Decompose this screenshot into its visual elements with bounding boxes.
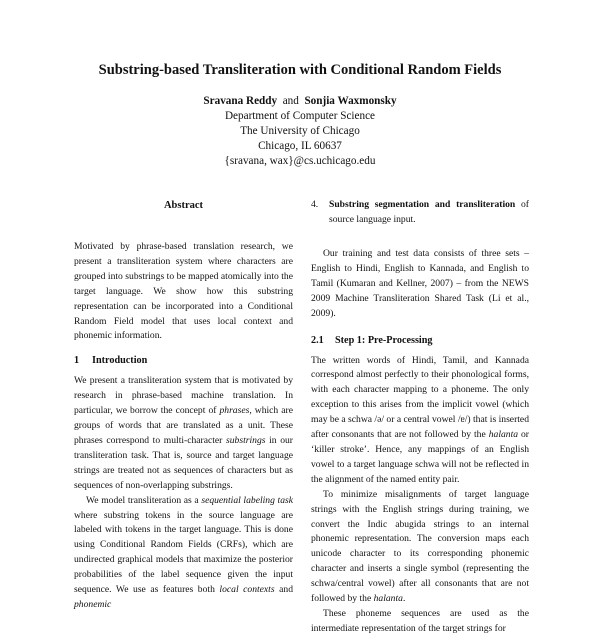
list-item-text: Substring segmentation and transliteration of source language input. bbox=[329, 199, 529, 225]
section-number: 1 bbox=[74, 355, 80, 367]
section-title: Introduction bbox=[92, 355, 148, 367]
emphasis-sequential-labeling: sequential labeling task bbox=[201, 494, 293, 506]
author-email: {sravana, wax}@cs.uchicago.edu bbox=[224, 155, 376, 167]
emphasis-phonemic: phonemic bbox=[74, 598, 112, 610]
author-department: Department of Computer Science bbox=[224, 110, 376, 122]
misalignment-paragraph: To minimize misalignments of target language strings with the English strings during training, we convert the Indic abugida strings to an internal phonemic representation. The conversion maps each unicode character to its corresponding phonemic character and inserts a single symbol (representing the schwa/central vowel) after all consonants that are not followed by the halanta. bbox=[311, 488, 529, 605]
emphasis-phrases: phrases bbox=[219, 405, 250, 417]
emphasis-halanta: halanta bbox=[488, 429, 519, 441]
data-paragraph: Our training and test data consists of three sets – English to Hindi, English to Kannada, and English to Tamil (Kumaran and Kellner, 2007) – from the NEWS 2009 Machine Transliteration Shared Task (Li et al., 2009). bbox=[311, 248, 529, 319]
author-university: The University of Chicago bbox=[240, 125, 360, 137]
emphasis-local-contexts: local contexts bbox=[219, 584, 275, 596]
author-2: Sonjia Waxmonsky bbox=[304, 95, 397, 107]
intro-paragraph-2: We model transliteration as a sequential labeling task where substring tokens in the source language are labeled with tokens in the target language. This is done using Conditional Random Fields (CRFs), which are undirected graphical models that maximize the posterior probabilities of the label sequence given the input sequence. We use as features both local contexts and phonemic bbox=[74, 494, 293, 610]
phoneme-paragraph: These phoneme sequences are used as the intermediate representation of the target strings for bbox=[311, 607, 529, 634]
left-column bbox=[74, 198, 293, 613]
right-column bbox=[311, 198, 529, 637]
emphasis-halanta-2: halanta bbox=[373, 593, 403, 605]
author-location: Chicago, IL 60637 bbox=[258, 140, 342, 152]
author-1: Sravana Reddy bbox=[203, 95, 278, 107]
author-names bbox=[0, 94, 600, 109]
list-item-number: 4. bbox=[311, 199, 319, 210]
preprocessing-paragraph: The written words of Hindi, Tamil, and Kannada correspond almost perfectly to their phonological forms, with each character mapping to a phoneme. The only exception to this arises from the implicit vowel (which may be a schwa /ə/ or a central vowel /ɐ/) that is inserted after consonants that are not followed by the halanta or ‘killer stroke’. Hence, any mappings of an English vowel to a target language schwa will not be reflected in the alignment of the named entity pair. bbox=[311, 354, 530, 485]
abstract-heading: Abstract bbox=[163, 200, 204, 211]
paper-title: Substring-based Transliteration with Conditional Random Fields bbox=[98, 62, 502, 78]
subsection-title: Step 1: Pre-Processing bbox=[335, 334, 433, 346]
subsection-number: 2.1 bbox=[311, 334, 324, 346]
author-block bbox=[0, 94, 600, 169]
emphasis-substrings: substrings bbox=[226, 434, 266, 446]
list-item-4 bbox=[311, 198, 529, 227]
section-heading-introduction bbox=[74, 353, 293, 368]
author-and: and bbox=[282, 95, 299, 107]
subsection-heading-preprocessing bbox=[311, 333, 529, 348]
intro-paragraph-1: We present a transliteration system that is motivated by research in phrase-based machine translation. In particular, we borrow the concept of phrases, which are groups of words that are translated as a unit. These phrases correspond to multi-character substrings in our transliteration task. That is, source and target language strings are treated not as sequences of characters but as sequences of non-overlapping substrings. bbox=[74, 375, 293, 491]
abstract-text: Motivated by phrase-based translation research, we present a transliteration system where characters are grouped into substrings to be mapped atomically into the target language. We show how this substring representation can be incorporated into a Conditional Random Field model that uses local context and phonemic information. bbox=[74, 241, 293, 342]
